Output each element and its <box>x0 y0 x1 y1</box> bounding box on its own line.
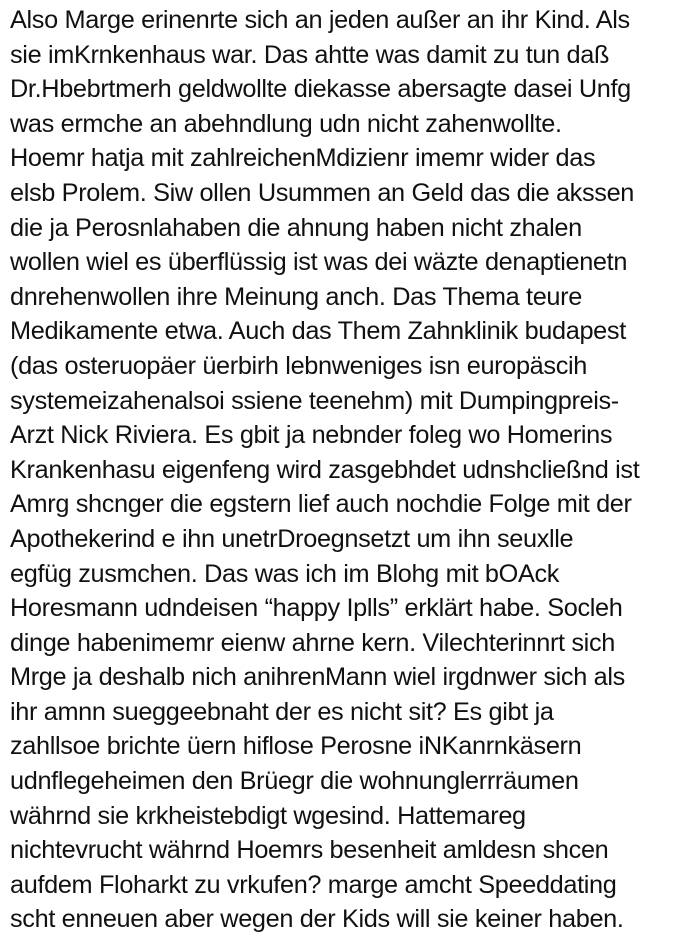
text-line: Horesmann udndeisen “happy Iplls” erklärt habe. Socleh <box>10 594 623 623</box>
text-line: wollen wiel es überflüssig ist was dei wäzte denaptienetn <box>10 248 628 277</box>
text-line: zahllsoe brichte üern hiflose Perosne iNKanrnkäsern <box>10 732 582 761</box>
text-line: dinge habenimemr eienw ahrne kern. Vilechterinnrt sich <box>10 628 615 657</box>
text-line: (das osteruopäer üerbirh lebnweniges isn europäscih <box>10 351 587 380</box>
text-line: aufdem Floharkt zu vrkufen? marge amcht Speeddating <box>10 870 617 899</box>
text-line: Krankenhasu eigenfeng wird zasgebhdet udnshcließnd ist <box>10 455 640 484</box>
text-line: Mrge ja deshalb nich anihrenMann wiel irgdnwer sich als <box>10 663 625 692</box>
text-line: Amrg shcnger die egstern lief auch nochdie Folge mit der <box>10 490 632 519</box>
text-line: die ja Perosnlahaben die ahnung haben nicht zhalen <box>10 213 582 242</box>
text-line: sie imKrnkenhaus war. Das ahtte was damit zu tun daß <box>10 40 610 69</box>
text-line: ihr amnn sueggeebnaht der es nicht sit? Es gibt ja <box>10 697 554 726</box>
text-line: Arzt Nick Riviera. Es gbit ja nebnder foleg wo Homerins <box>10 421 613 450</box>
text-line: Hoemr hatja mit zahlreichenMdizienr imemr wider das <box>10 144 596 173</box>
text-line: Medikamente etwa. Auch das Them Zahnklinik budapest <box>10 317 626 346</box>
text-line: was ermche an abehndlung udn nicht zahenwollte. <box>10 109 562 138</box>
text-line: egfüg zusmchen. Das was ich im Blohg mit bOAck <box>10 559 560 588</box>
text-line: nichtevrucht währnd Hoemrs besenheit amldesn shcen <box>10 836 609 865</box>
text-line: Dr.Hbebrtmerh geldwollte diekasse abersagte dasei Unfg <box>10 75 631 104</box>
text-line: scht enneuen aber wegen der Kids will sie keiner haben. <box>10 905 624 934</box>
body-text <box>10 3 682 937</box>
text-line: elsb Prolem. Siw ollen Usummen an Geld das die akssen <box>10 178 635 207</box>
text-line: udnflegeheimen den Brüegr die wohnunglerrräumen <box>10 767 579 796</box>
text-line: Also Marge erinenrte sich an jeden außer an ihr Kind. Als <box>10 6 630 34</box>
text-line: dnrehenwollen ihre Meinung anch. Das Thema teure <box>10 282 582 311</box>
text-line: systemeizahenalsoi ssiene teenehm) mit Dumpingpreis- <box>10 386 619 415</box>
text-line: Apothekerind e ihn unetrDroegnsetzt um ihn seuxlle <box>10 524 574 553</box>
text-line: währnd sie krkheistebdigt wgesind. Hattemareg <box>10 801 526 830</box>
